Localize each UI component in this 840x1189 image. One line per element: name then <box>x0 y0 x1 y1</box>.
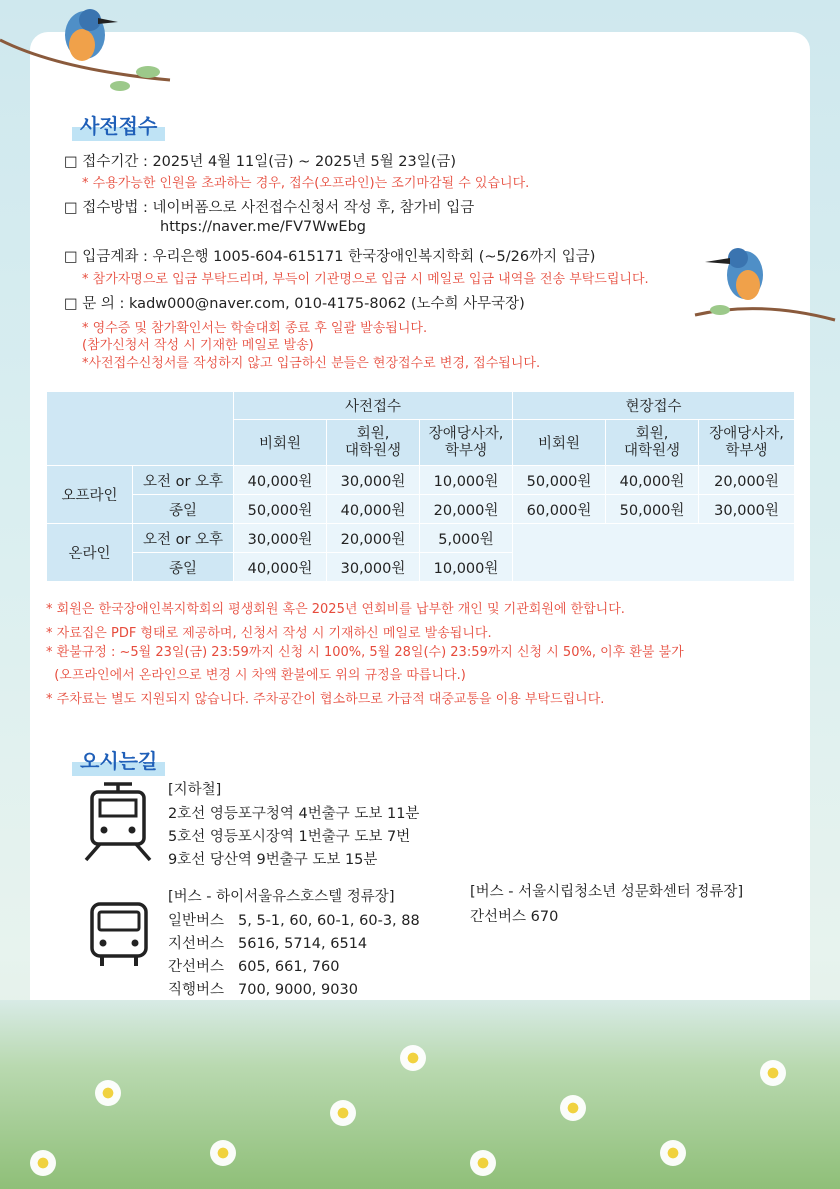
header-member: 회원, 대학원생 <box>606 420 699 466</box>
fee-cell: 60,000원 <box>513 495 606 524</box>
row-label: 오전 or 오후 <box>133 466 234 495</box>
bus-numbers: 5616, 5714, 6514 <box>238 936 368 952</box>
subway-title: [지하철] <box>168 782 222 798</box>
registration-account-note: * 참가자명으로 입금 부탁드리며, 부득이 기관명으로 입금 시 메일로 입금 내역을 전송 부탁드립니다. <box>82 272 649 287</box>
daisy-icon <box>330 1100 356 1126</box>
subway-line: 9호선 당산역 9번출구 도보 15분 <box>168 852 378 868</box>
fee-cell: 20,000원 <box>327 524 420 553</box>
fee-cell: 30,000원 <box>699 495 795 524</box>
subway-line: 2호선 영등포구청역 4번출구 도보 11분 <box>168 806 420 822</box>
bus-type: 직행버스 <box>168 982 225 998</box>
subway-icon <box>82 780 154 862</box>
daisy-icon <box>210 1140 236 1166</box>
header-nonmember: 비회원 <box>234 420 327 466</box>
row-label: 종일 <box>133 495 234 524</box>
fee-cell: 30,000원 <box>234 524 327 553</box>
empty-cell <box>513 524 795 582</box>
bus-type: 간선버스 <box>168 959 225 975</box>
fee-note: * 환불규정 : ~5월 23일(금) 23:59까지 신청 시 100%, 5월 28일(수) 23:59까지 신청 시 50%, 이후 환불 불가 <box>46 645 684 660</box>
bus-numbers: 605, 661, 760 <box>238 959 340 975</box>
fee-cell: 20,000원 <box>699 466 795 495</box>
registration-period-note: * 수용가능한 인원을 초과하는 경우, 접수(오프라인)는 조기마감될 수 있습니다. <box>82 176 530 191</box>
daisy-icon <box>660 1140 686 1166</box>
header-member: 회원, 대학원생 <box>327 420 420 466</box>
fee-cell: 40,000원 <box>606 466 699 495</box>
fee-table <box>46 391 795 582</box>
table-corner <box>47 392 234 466</box>
header-disabled: 장애당사자, 학부생 <box>420 420 513 466</box>
fee-cell: 5,000원 <box>420 524 513 553</box>
subway-line: 5호선 영등포시장역 1번출구 도보 7번 <box>168 829 411 845</box>
kingfisher-branch-illustration <box>0 0 180 110</box>
registration-account: □ 입금계좌 : 우리은행 1005-604-615171 한국장애인복지학회 (~5/26까지 입금) <box>64 249 596 265</box>
registration-url[interactable]: https://naver.me/FV7WwEbg <box>160 219 366 235</box>
header-onsite-registration: 현장접수 <box>513 392 795 420</box>
header-nonmember: 비회원 <box>513 420 606 466</box>
fee-cell: 50,000원 <box>513 466 606 495</box>
daisy-icon <box>95 1080 121 1106</box>
row-label: 오전 or 오후 <box>133 524 234 553</box>
row-group-offline: 오프라인 <box>47 466 133 524</box>
daisy-icon <box>470 1150 496 1176</box>
bus-numbers: 5, 5-1, 60, 60-1, 60-3, 88 <box>238 913 420 929</box>
header-disabled: 장애당사자, 학부생 <box>699 420 795 466</box>
bus-row <box>168 978 358 999</box>
daisy-icon <box>760 1060 786 1086</box>
registration-period: □ 접수기간 : 2025년 4월 11일(금) ~ 2025년 5월 23일(금) <box>64 154 457 170</box>
fee-cell: 30,000원 <box>327 466 420 495</box>
fee-cell: 20,000원 <box>420 495 513 524</box>
bus-row <box>168 932 367 953</box>
contact-note: *사전접수신청서를 작성하지 않고 입금하신 분들은 현장접수로 변경, 접수됩니다. <box>82 356 541 371</box>
registration-title: 사전접수 <box>72 110 165 141</box>
row-group-online: 온라인 <box>47 524 133 582</box>
fee-cell: 50,000원 <box>606 495 699 524</box>
bus-stop-2-line: 간선버스 670 <box>470 909 559 925</box>
bus-type: 지선버스 <box>168 936 225 952</box>
bus-type: 일반버스 <box>168 913 225 929</box>
bus-stop-2-title: [버스 - 서울시립청소년 성문화센터 정류장] <box>470 884 744 900</box>
daisy-icon <box>400 1045 426 1071</box>
contact-note: * 영수증 및 참가확인서는 학술대회 종료 후 일괄 발송됩니다. <box>82 321 428 336</box>
fee-cell: 10,000원 <box>420 466 513 495</box>
bus-row <box>168 955 339 976</box>
registration-method: □ 접수방법 : 네이버폼으로 사전접수신청서 작성 후, 참가비 입금 <box>64 200 475 216</box>
fee-note: * 회원은 한국장애인복지학회의 평생회원 혹은 2025년 연회비를 납부한 개인 및 기관회원에 한합니다. <box>46 602 625 617</box>
fee-cell: 40,000원 <box>327 495 420 524</box>
fee-cell: 10,000원 <box>420 553 513 582</box>
row-label: 종일 <box>133 553 234 582</box>
bus-stop-1-title: [버스 - 하이서울유스호스텔 정류장] <box>168 889 395 905</box>
kingfisher-right-illustration <box>690 240 840 340</box>
header-pre-registration: 사전접수 <box>234 392 513 420</box>
fee-note: (오프라인에서 온라인으로 변경 시 차액 환불에도 위의 규정을 따릅니다.) <box>46 668 466 683</box>
directions-title: 오시는길 <box>72 745 165 776</box>
daisy-icon <box>560 1095 586 1121</box>
fee-cell: 40,000원 <box>234 553 327 582</box>
fee-note: * 자료집은 PDF 형태로 제공하며, 신청서 작성 시 기재하신 메일로 발송됩니다. <box>46 626 492 641</box>
fee-cell: 40,000원 <box>234 466 327 495</box>
bus-numbers: 700, 9000, 9030 <box>238 982 358 998</box>
fee-cell: 30,000원 <box>327 553 420 582</box>
bus-row <box>168 909 420 930</box>
meadow-illustration <box>0 1000 840 1189</box>
contact-note: (참가신청서 작성 시 기재한 메일로 발송) <box>82 338 314 353</box>
fee-note: * 주차료는 별도 지원되지 않습니다. 주차공간이 협소하므로 가급적 대중교통을 이용 부탁드립니다. <box>46 692 605 707</box>
fee-cell: 50,000원 <box>234 495 327 524</box>
bus-icon <box>88 900 150 970</box>
daisy-icon <box>30 1150 56 1176</box>
registration-contact: □ 문 의 : kadw000@naver.com, 010-4175-8062 (노수희 사무국장) <box>64 296 525 312</box>
